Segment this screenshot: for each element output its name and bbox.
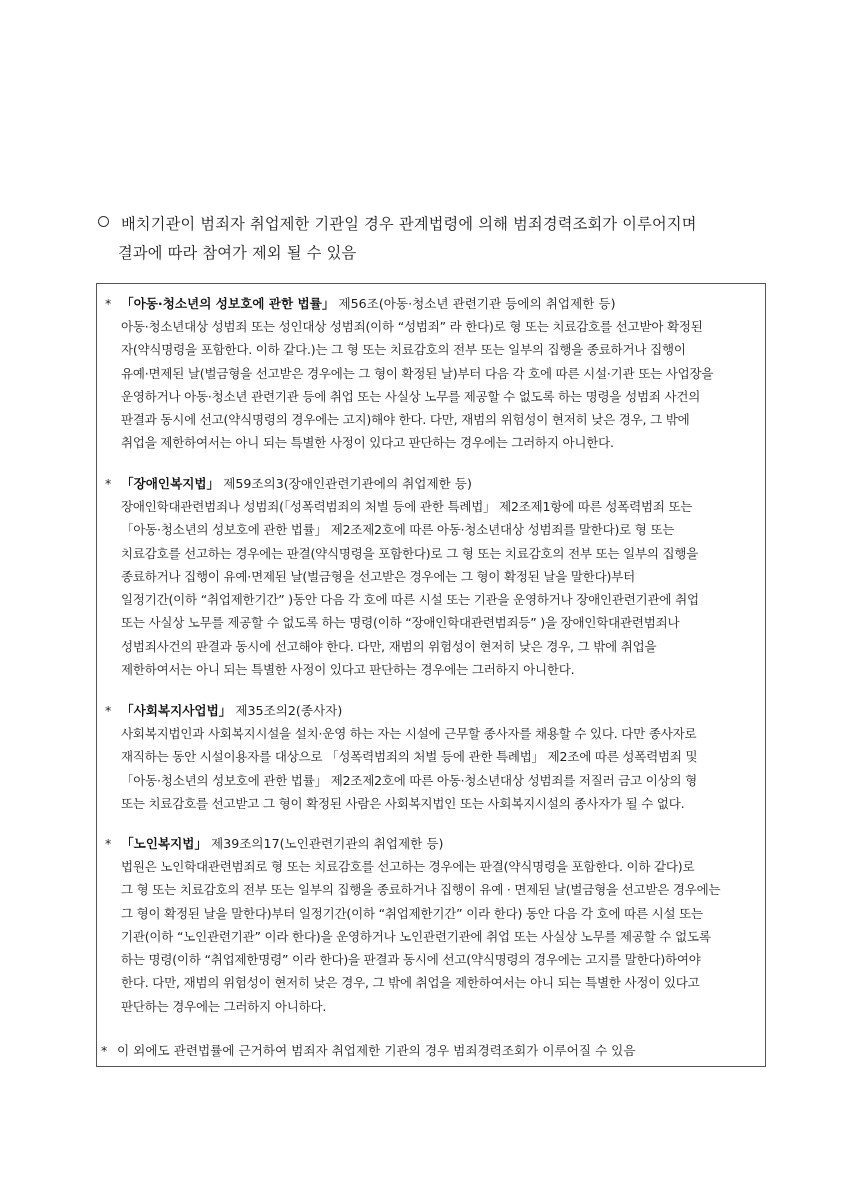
law-section-elderly-welfare (105, 832, 755, 1018)
law-body-line: 사회복지법인과 사회복지시설을 설치·운영 하는 자는 시설에 근무할 종사자를 채용할 수 있다. 다만 종사자로 (121, 726, 697, 741)
law-article: 제39조의17(노인관련기관의 취업제한 등) (211, 836, 444, 851)
law-heading (105, 699, 755, 722)
law-heading (105, 292, 755, 315)
law-name: 「장애인복지법」 (121, 476, 220, 491)
intro-line-1-text: 배치기관이 범죄자 취업제한 기관일 경우 관계법령에 의해 범죄경력조회가 이루어지며 (121, 215, 697, 233)
circle-bullet-icon (98, 216, 109, 227)
law-body-line: 법원은 노인학대관련범죄로 형 또는 치료감호를 선고하는 경우에는 판결(약식명령을 포함한다. 이하 같다)로 (121, 859, 695, 874)
law-section-social-welfare (105, 699, 755, 815)
law-body-line: 판단하는 경우에는 그러하지 아니하다. (121, 998, 327, 1014)
law-name: 「아동·청소년의 성보호에 관한 법률」 (121, 296, 335, 311)
law-body-line: 기관(이하 “노인관련기관” 이라 한다)을 운영하거나 노인관련기관에 취업 또는 사실상 노무를 제공할 수 없도록 (121, 928, 711, 944)
law-reference-box (96, 283, 766, 1067)
law-article: 제59조의3(장애인관련기관에의 취업제한 등) (223, 476, 472, 491)
asterisk-bullet-icon: * (105, 296, 112, 311)
law-body-line: 또는 치료감호를 선고받고 그 형이 확정된 사람은 사회복지법인 또는 사회복지시설의 종사자가 될 수 없다. (121, 795, 685, 811)
law-body-line: 또는 사실상 노무를 제공할 수 없도록 하는 명령(이하 “장애인학대관련범죄등” )을 장애인학대관련범죄나 (121, 615, 680, 631)
asterisk-bullet-icon: * (105, 703, 112, 718)
law-section-youth-protection (105, 292, 755, 455)
law-body-line: 취업을 제한하여서는 아니 되는 특별한 사정이 있다고 판단하는 경우에는 그러하지 아니한다. (121, 435, 614, 451)
law-name: 「노인복지법」 (121, 836, 208, 851)
law-body-line: 성범죄사건의 판결과 동시에 선고해야 한다. 다만, 재범의 위험성이 현저히 낮은 경우, 그 밖에 취업을 (121, 638, 657, 654)
law-body-line: 그 형 또는 치료감호의 전부 또는 일부의 집행을 종료하거나 집행이 유예 · 면제된 날(벌금형을 선고받은 경우에는 (121, 882, 721, 898)
law-section-disability-welfare (105, 472, 755, 681)
law-body-line: 재직하는 동안 시설이용자를 대상으로 「성폭력범죄의 처벌 등에 관한 특례법」 제2조에 따른 성폭력범죄 및 (121, 749, 698, 765)
law-body-line: 그 형이 확정된 날을 말한다)부터 일정기간(이하 “취업제한기간” 이라 한다) 동안 다음 각 호에 따른 시설 또는 (121, 905, 703, 921)
law-body-line: 자(약식명령을 포함한다. 이하 같다.)는 그 형 또는 치료감호의 전부 또는 일부의 집행을 종료하거나 집행이 (121, 342, 686, 358)
law-heading (105, 472, 755, 495)
intro-paragraph (98, 210, 778, 268)
law-body-line: 제한하여서는 아니 되는 특별한 사정이 있다고 판단하는 경우에는 그러하지 아니한다. (121, 662, 575, 678)
asterisk-bullet-icon: * (105, 836, 112, 851)
closing-note (101, 1039, 636, 1062)
intro-line (98, 210, 778, 239)
law-body-line: 유예·면제된 날(벌금형을 선고받은 경우에는 그 형이 확정된 날)부터 다음 각 호에 따른 시설·기관 또는 사업장을 (121, 365, 714, 381)
intro-line: 결과에 따라 참여가 제외 될 수 있음 (118, 244, 357, 262)
law-body-line: 일정기간(이하 “취업제한기간” )동안 다음 각 호에 따른 시설 또는 기관을 운영하거나 장애인관련기관에 취업 (121, 592, 699, 608)
law-body-line: 한다. 다만, 재범의 위험성이 현저히 낮은 경우, 그 밖에 취업을 제한하여서는 아니 되는 특별한 사정이 있다고 (121, 975, 700, 991)
law-body-line: 종료하거나 집행이 유예·면제된 날(벌금형을 선고받은 경우에는 그 형이 확정된 날을 말한다)부터 (121, 568, 635, 584)
law-body-line: 장애인학대관련범죄나 성범죄(「성폭력범죄의 처벌 등에 관한 특례법」 제2조제1항에 따른 성폭력범죄 또는 (121, 499, 693, 514)
law-body-line: 「아동·청소년의 성보호에 관한 법률」 제2조제2호에 따른 아동·청소년대상 성범죄를 말한다)로 형 또는 (121, 522, 675, 538)
law-body-line: 아동·청소년대상 성범죄 또는 성인대상 성범죄(이하 “성범죄” 라 한다)로 형 또는 치료감호를 선고받아 확정된 (121, 319, 703, 334)
law-body-line: 하는 명령(이하 “취업제한명령” 이라 한다)을 판결과 동시에 선고(약식명령의 경우에는 고지를 말한다)하여야 (121, 952, 701, 968)
closing-note-text: 이 외에도 관련법률에 근거하여 범죄자 취업제한 기관의 경우 범죄경력조회가 이루어질 수 있음 (117, 1043, 636, 1058)
law-article: 제35조의2(종사자) (235, 703, 343, 718)
law-article: 제56조(아동·청소년 관련기관 등에의 취업제한 등) (338, 296, 616, 311)
law-name: 「사회복지사업법」 (121, 703, 232, 718)
asterisk-bullet-icon: * (101, 1043, 108, 1058)
law-body-line: 운영하거나 아동·청소년 관련기관 등에 취업 또는 사실상 노무를 제공할 수 없도록 하는 명령을 성범죄 사건의 (121, 388, 701, 404)
asterisk-bullet-icon: * (105, 476, 112, 491)
law-body-line: 「아동·청소년의 성보호에 관한 법률」 제2조제2호에 따른 아동·청소년대상 성범죄를 저질러 금고 이상의 형 (121, 772, 698, 788)
law-body-line: 판결과 동시에 선고(약식명령의 경우에는 고지)해야 한다. 다만, 재범의 위험성이 현저히 낮은 경우, 그 밖에 (121, 412, 690, 428)
law-body-line: 치료감호를 선고하는 경우에는 판결(약식명령을 포함한다)로 그 형 또는 치료감호의 전부 또는 일부의 집행을 (121, 545, 699, 561)
law-heading (105, 832, 755, 855)
